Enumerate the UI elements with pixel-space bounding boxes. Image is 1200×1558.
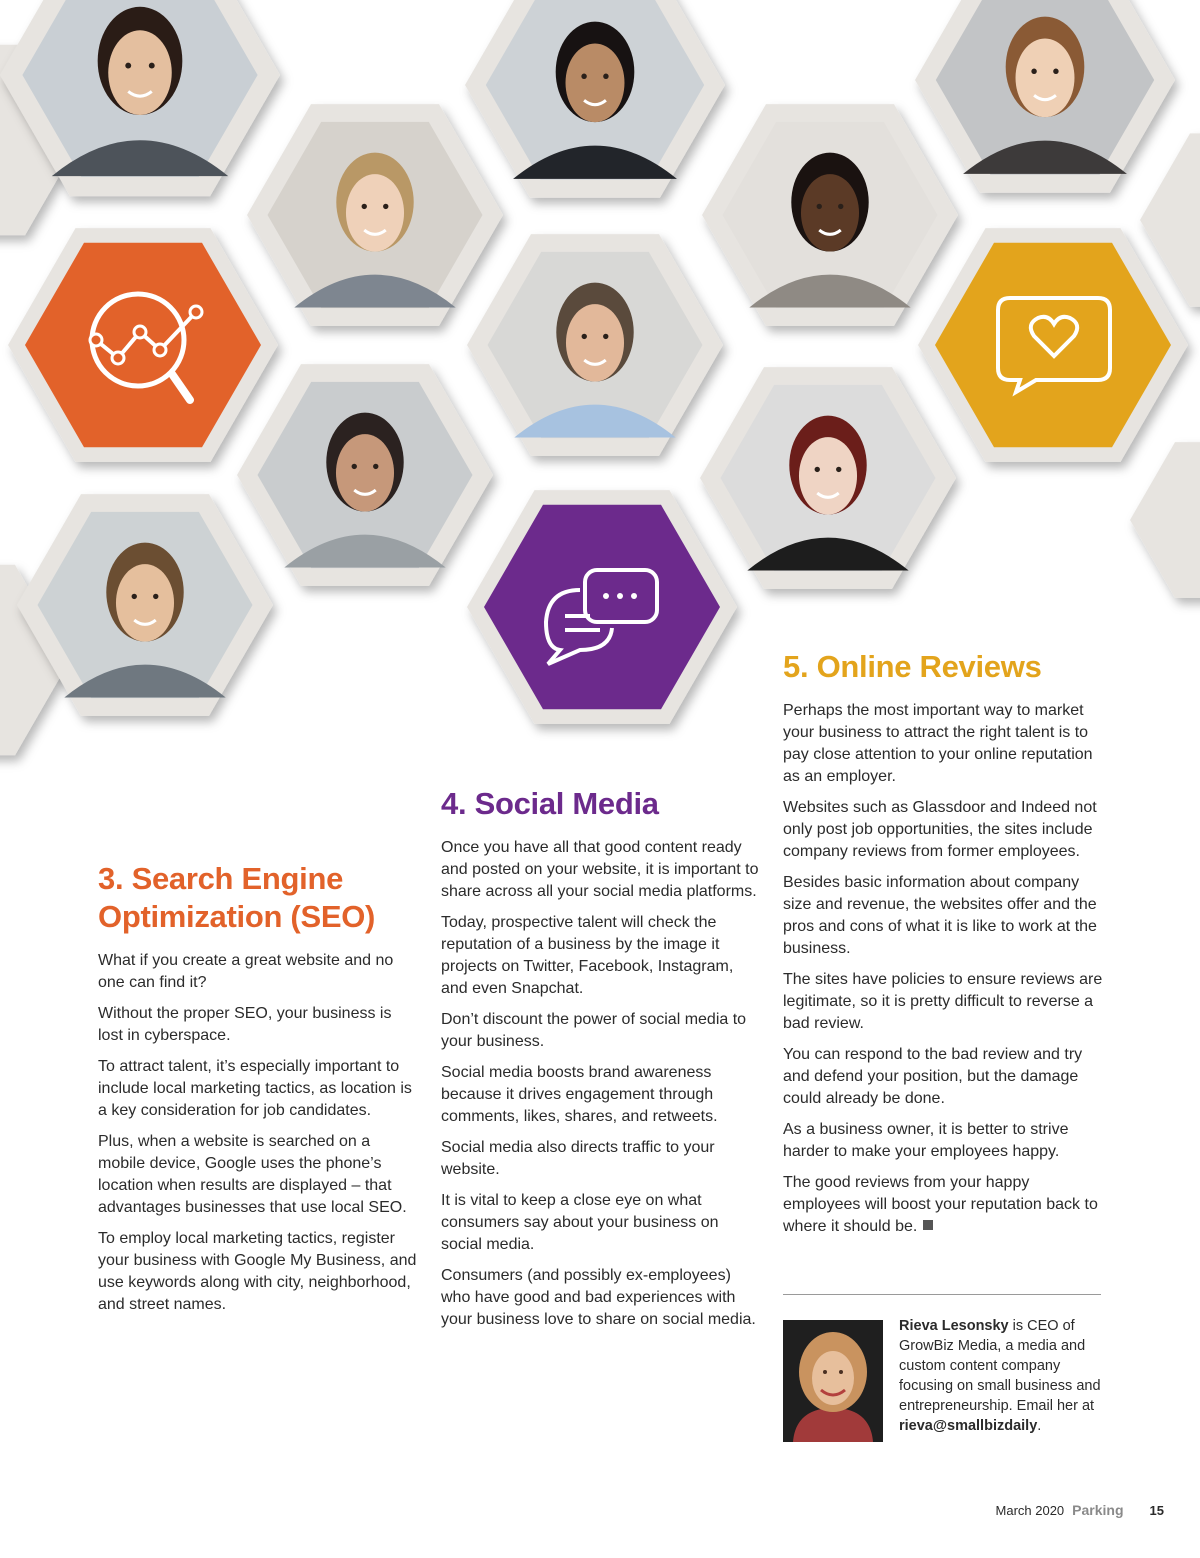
magazine-name: Parking [1072, 1502, 1124, 1518]
portrait-photo [700, 367, 956, 589]
reviews-paragraph: Besides basic information about company size and revenue, the websites offer and the pros and cons of what it is like to work at the business. [783, 874, 1097, 957]
reviews-paragraph: Perhaps the most important way to market your business to attract the right talent is to pay close attention to your online reputation as an employer. [783, 702, 1093, 785]
portrait-photo [465, 0, 725, 198]
portrait-photo [702, 104, 958, 326]
seo-paragraph: Plus, when a website is searched on a mobile device, Google uses the phone’s location when results are displayed – that advantages businesses that use local SEO. [98, 1133, 407, 1216]
issue-date: March 2020 [995, 1503, 1065, 1518]
author-photo [783, 1320, 883, 1442]
online-reviews-section [783, 648, 1103, 1247]
social-paragraph: It is vital to keep a close eye on what consumers say about your business on social media. [441, 1192, 719, 1253]
social-paragraph: Don’t discount the power of social media to your business. [441, 1011, 747, 1050]
social-paragraph: Consumers (and possibly ex-employees) who have good and bad experiences with your business love to share on social media. [441, 1267, 756, 1328]
author-bio [899, 1316, 1109, 1436]
seo-section [98, 860, 418, 1325]
author-bio-text: is CEO of GrowBiz Media, a media and custom content company focusing on small business and entrepreneurship. Email her at [899, 1318, 1101, 1414]
author-divider [783, 1294, 1101, 1295]
portrait-photo [247, 104, 503, 326]
reviews-last-sentence: The good reviews from your happy employees will boost your reputation back to where it should be. [783, 1174, 1098, 1235]
portrait-photo [467, 234, 723, 456]
social-media-heading: 4. Social Media [441, 786, 659, 821]
social-media-section [441, 785, 761, 1340]
seo-paragraph: Without the proper SEO, your business is lost in cyberspace. [98, 1005, 392, 1044]
social-chat-icon [467, 490, 737, 724]
author-name: Rieva Lesonsky [899, 1318, 1009, 1334]
reviews-paragraph [783, 1172, 1103, 1238]
seo-paragraph: To employ local marketing tactics, register your business with Google My Business, and use keywords along with city, neighborhood, and street names. [98, 1230, 417, 1313]
social-paragraph: Today, prospective talent will check the reputation of a business by the image it projects on Twitter, Facebook, Instagram, and even Snapchat. [441, 914, 734, 997]
page-footer [996, 1502, 1164, 1518]
seo-paragraph: What if you create a great website and no one can find it? [98, 952, 394, 991]
seo-analytics-icon [8, 228, 278, 462]
portrait-photo [915, 0, 1175, 193]
social-paragraph: Social media also directs traffic to your website. [441, 1139, 715, 1178]
author-bio-end: . [1037, 1418, 1042, 1434]
review-heart-icon [918, 228, 1188, 462]
end-mark [923, 1220, 933, 1230]
seo-paragraph: To attract talent, it’s especially important to include local marketing tactics, as location is a key consideration for job candidates. [98, 1058, 412, 1119]
social-paragraph: Social media boosts brand awareness because it drives engagement through comments, likes, shares, and retweets. [441, 1064, 718, 1125]
reviews-paragraph: Websites such as Glassdoor and Indeed not only post job opportunities, the sites include company reviews from former employees. [783, 799, 1097, 860]
social-paragraph: Once you have all that good content ready and posted on your website, it is important to share across all your social media platforms. [441, 839, 759, 900]
reviews-paragraph: You can respond to the bad review and try and defend your position, but the damage could already be done. [783, 1046, 1083, 1107]
hex-frame [1130, 442, 1200, 598]
page-number: 15 [1149, 1503, 1164, 1518]
seo-heading: 3. Search Engine Optimization (SEO) [98, 861, 376, 934]
online-reviews-heading: 5. Online Reviews [783, 649, 1042, 684]
portrait-photo [237, 364, 493, 586]
reviews-paragraph: The sites have policies to ensure reviews are legitimate, so it is pretty difficult to reverse a bad review. [783, 971, 1103, 1032]
reviews-paragraph: As a business owner, it is better to strive harder to make your employees happy. [783, 1121, 1069, 1160]
author-email[interactable]: rieva@smallbizdaily [899, 1418, 1038, 1434]
